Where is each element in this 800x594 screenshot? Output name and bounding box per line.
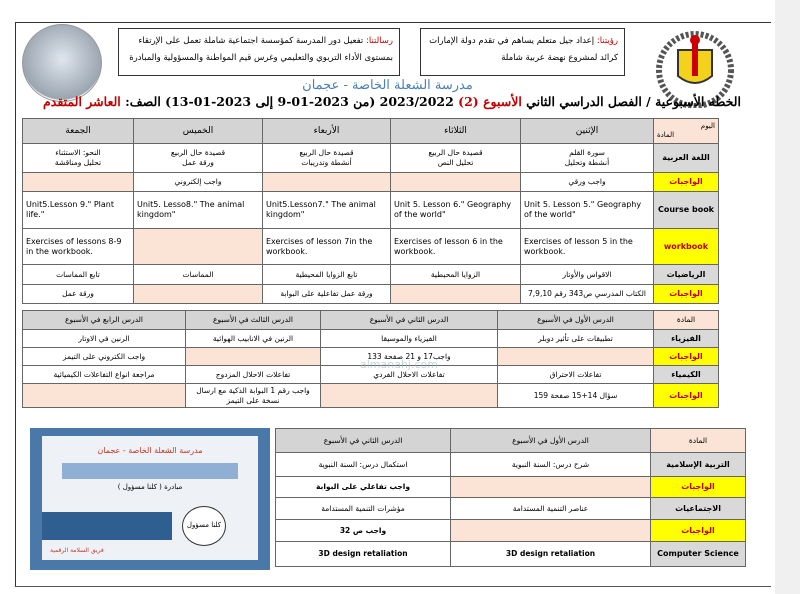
plan-cell: الزوايا المحيطية [391, 265, 521, 285]
title-text: الخطه الأسبوعية / الفصل الدراسي الثاني [521, 94, 741, 109]
digital-safety-poster [30, 428, 270, 570]
vision-text: إعداد جيل متعلم يساهم في تقدم دولة الإمارات [429, 36, 595, 46]
plan-cell: واجب ص 32 [276, 520, 451, 542]
vision-box [420, 28, 625, 76]
plan-cell: مؤشرات التنمية المستدامة [276, 498, 451, 520]
plan-cell [23, 173, 134, 192]
plan-cell: Unit5.Lesson 9." Plant life." [23, 192, 134, 229]
column-header: الدرس الثاني في الأسبوع [321, 311, 498, 330]
plan-cell: واجب إلكتروني [134, 173, 263, 192]
plan-cell: الكتاب المدرسي ص343 رقم 7,9,10 [521, 285, 654, 304]
plan-cell: الاقواس والأوتار [521, 265, 654, 285]
weekly-plan-table [22, 118, 719, 304]
mission-box [118, 28, 400, 76]
table-row [276, 498, 746, 520]
table-row [23, 265, 719, 285]
plan-cell: سورة القلم أنشطة وتحليل [521, 144, 654, 173]
column-header: المادة [651, 429, 746, 453]
plan-cell: تفاعلات الاحتراق [498, 366, 654, 384]
subject-label: اللغة العربية [654, 144, 719, 173]
column-header: الدرس الثاني في الأسبوع [276, 429, 451, 453]
subject-label: الواجبات [651, 477, 746, 498]
poster-school: مدرسة الشعلة الخاصة - عجمان [97, 446, 203, 455]
plan-cell [321, 384, 498, 408]
plan-cell: تابع المماسات [23, 265, 134, 285]
subject-label: الكيمياء [654, 366, 719, 384]
plan-cell: عناصر التنمية المستدامة [451, 498, 651, 520]
subject-label: الرياضيات [654, 265, 719, 285]
plan-cell [134, 285, 263, 304]
table-row [23, 229, 719, 265]
subject-label: الواجبات [654, 348, 719, 366]
corner-cell [654, 119, 719, 144]
plan-cell: تفاعلات الاحلال الفردي [321, 366, 498, 384]
column-header: المادة [654, 311, 719, 330]
plan-cell: المماسات [134, 265, 263, 285]
subject-label: Course book [654, 192, 719, 229]
title-dates: 2023/2022 (من 2023-01-9 إلى 2023-01-13) الصف: [120, 94, 459, 109]
table-row [23, 384, 719, 408]
school-name: مدرسة الشعلة الخاصة - عجمان [302, 78, 473, 93]
table-row [276, 542, 746, 567]
table-row [23, 285, 719, 304]
corner-day: اليوم [700, 122, 715, 130]
plan-cell: تفاعلات الاحلال المزدوج [186, 366, 321, 384]
plan-cell: الرنين في الانابيب الهوائية [186, 330, 321, 348]
plan-cell: 3D design retaliation [276, 542, 451, 567]
plan-cell: واجب تفاعلي على البوابة [276, 477, 451, 498]
plan-cell: تابع الزوايا المحيطية [263, 265, 391, 285]
day-header: الثلاثاء [391, 119, 521, 144]
table-row [276, 520, 746, 542]
watermark: almanahj.com [360, 358, 438, 371]
plan-cell [186, 348, 321, 366]
plan-cell: Exercises of lessons 8-9 in the workbook. [23, 229, 134, 265]
vision-line2: كرائد لمشروع نهضة عربية شاملة [501, 53, 618, 63]
column-header: الدرس الأول في الأسبوع [451, 429, 651, 453]
mission-label: رسالتنا: [366, 36, 393, 46]
plan-title [22, 94, 762, 109]
plan-cell [391, 285, 521, 304]
subject-label: Computer Science [651, 542, 746, 567]
plan-cell: واجب رقم 1 البوابة الذكية مع ارسال نسخة على التيمز [186, 384, 321, 408]
subject-label: الواجبات [654, 285, 719, 304]
plan-cell: Unit 5. Lesson 6." Geography of the world" [391, 192, 521, 229]
column-header: الدرس الرابع في الأسبوع [23, 311, 186, 330]
subject-label: الفيزياء [654, 330, 719, 348]
poster-initiative: مبادرة ( كلنا مسؤول ) [117, 483, 183, 491]
day-header: الخميس [134, 119, 263, 144]
plan-cell: واجب ورقي [521, 173, 654, 192]
table-row [276, 453, 746, 477]
table-row [23, 144, 719, 173]
lessons-table-humanities [275, 428, 746, 567]
plan-cell: قصيدة حال الربيع أنشطة وتدريبات [263, 144, 391, 173]
poster-badge: كلنا مسؤول [182, 506, 226, 546]
mission-line2: بمستوى الأداء التربوي والتعليمي وغرس قيم المواطنة والمسؤولية والمبادرة [129, 53, 393, 63]
subject-label: التربية الإسلامية [651, 453, 746, 477]
plan-cell: استكمال درس: السنة النبوية [276, 453, 451, 477]
plan-cell [451, 477, 651, 498]
day-header: الأربعاء [263, 119, 391, 144]
plan-cell [498, 348, 654, 366]
table-row [276, 477, 746, 498]
corner-subject: المادة [657, 131, 675, 139]
plan-cell: النحو: الاستثناء تحليل ومناقشة [23, 144, 134, 173]
subject-label: الواجبات [654, 173, 719, 192]
subject-label: workbook [654, 229, 719, 265]
plan-cell: واجب17 و 21 صفحة 133 [321, 348, 498, 366]
plan-cell [134, 229, 263, 265]
plan-cell: قصيدة حال الربيع ورقة عمل [134, 144, 263, 173]
subject-label: الواجبات [651, 520, 746, 542]
table-row [23, 330, 719, 348]
table-row [23, 192, 719, 229]
table-row [23, 173, 719, 192]
plan-cell: تطبيقات على تأثير دوبلر [498, 330, 654, 348]
plan-cell: Exercises of lesson 6 in the workbook. [391, 229, 521, 265]
title-week: الأسبوع (2) [458, 94, 522, 109]
poster-team: فريق السلامة الرقمية [50, 547, 104, 554]
plan-cell: Unit5.Lesson7." The animal kingdom" [263, 192, 391, 229]
plan-cell: 3D design retaliation [451, 542, 651, 567]
side-strip [775, 0, 800, 594]
plan-cell: Exercises of lesson 7in the workbook. [263, 229, 391, 265]
plan-cell: Exercises of lesson 5 in the workbook. [521, 229, 654, 265]
vision-label: رؤيتنا: [596, 36, 618, 46]
plan-cell [263, 173, 391, 192]
plan-cell: واجب الكتروني على التيمز [23, 348, 186, 366]
day-header: الإثنين [521, 119, 654, 144]
title-class: العاشر المتقدم [43, 94, 121, 109]
plan-cell [391, 173, 521, 192]
mission-text: تفعيل دور المدرسة كمؤسسة اجتماعية شاملة تعمل على الإرتقاء [138, 36, 364, 46]
plan-cell [451, 520, 651, 542]
plan-cell: سؤال 14+15 صفحة 159 [498, 384, 654, 408]
plan-cell: شرح درس: السنة النبوية [451, 453, 651, 477]
plan-cell: ورقة عمل [23, 285, 134, 304]
subject-label: الواجبات [654, 384, 719, 408]
plan-cell: ورقة عمل تفاعلية على البوابة [263, 285, 391, 304]
plan-cell: Unit5. Lesso8." The animal kingdom" [134, 192, 263, 229]
plan-cell: مراجعة انواع التفاعلات الكيميائية [23, 366, 186, 384]
column-header: الدرس الأول في الأسبوع [498, 311, 654, 330]
day-header: الجمعة [23, 119, 134, 144]
plan-cell [23, 384, 186, 408]
plan-cell: الرنين في الاوتار [23, 330, 186, 348]
plan-cell: قصيدة حال الربيع تحليل النص [391, 144, 521, 173]
subject-label: الاجتماعيات [651, 498, 746, 520]
column-header: الدرس الثالث في الأسبوع [186, 311, 321, 330]
plan-cell: Unit 5. Lesson 5." Geography of the world" [521, 192, 654, 229]
plan-cell: الفيزياء والموسيقا [321, 330, 498, 348]
